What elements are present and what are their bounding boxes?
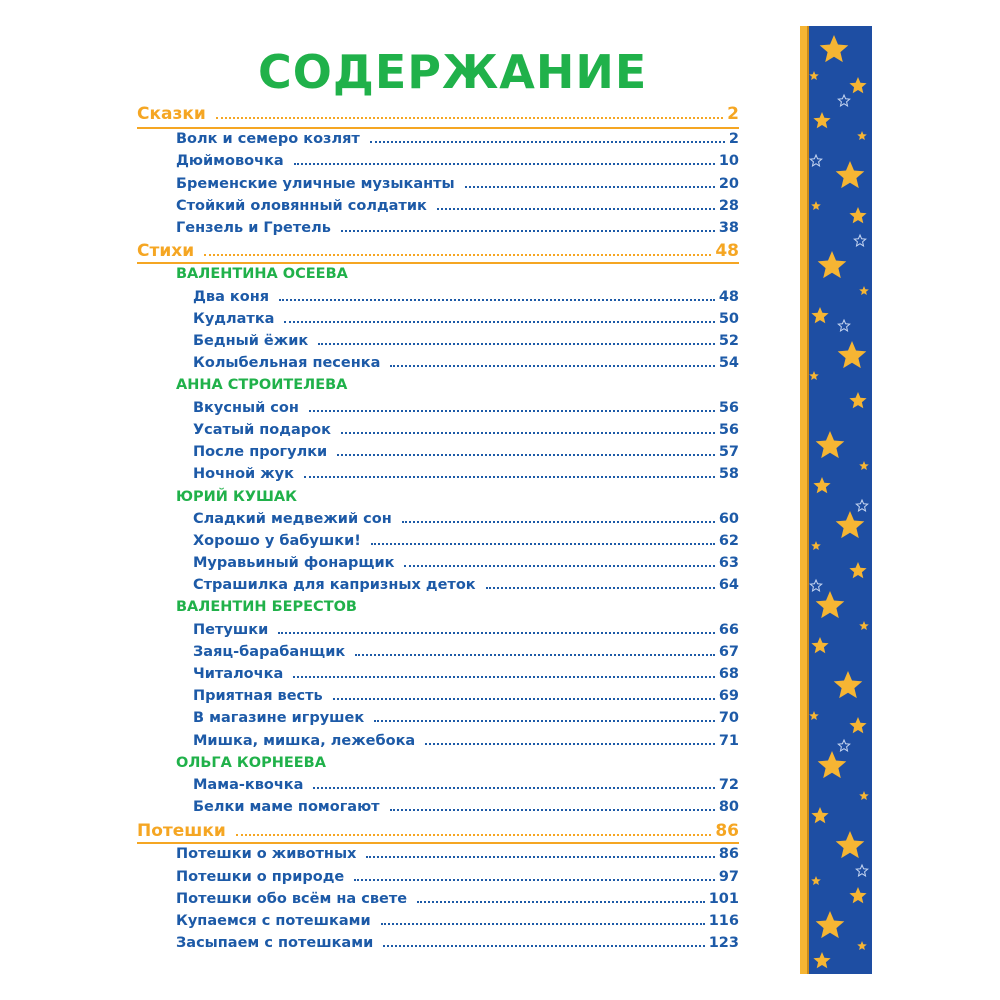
dot-leader [341,230,715,232]
dot-leader [437,208,715,210]
entry-page: 70 [718,710,739,726]
entry-page: 72 [718,777,739,793]
entry-title: Засыпаем с потешками [176,935,374,951]
dot-leader [402,521,715,523]
dot-leader [354,879,715,881]
toc-section-nursery-rhymes[interactable] [137,820,739,842]
entry-page: 116 [708,913,739,929]
author-heading: ВАЛЕНТИНА ОСЕЕВА [176,266,348,282]
entry-page: 68 [718,666,739,682]
section-label: Потешки [137,821,226,841]
entry-page: 63 [718,555,739,571]
entry-page: 28 [718,198,739,214]
entry-title: Заяц-барабанщик [193,644,346,660]
entry-title: Дюймовочка [176,153,284,169]
entry-title: Гензель и Гретель [176,220,331,236]
entry-title: Белки маме помогают [193,799,380,815]
entry-title: Стойкий оловянный солдатик [176,198,427,214]
entry-title: Петушки [193,622,269,638]
toc-entry[interactable] [176,196,739,216]
author-heading: ОЛЬГА КОРНЕЕВА [176,755,326,771]
toc-entry[interactable] [193,442,739,462]
entry-title: Ночной жук [193,466,294,482]
toc-entry[interactable] [193,664,739,684]
entry-title: Потешки о животных [176,846,357,862]
dot-leader [390,365,714,367]
entry-title: Страшилка для капризных деток [193,577,476,593]
entry-page: 20 [718,176,739,192]
entry-title: Хорошо у бабушки! [193,533,361,549]
dot-leader [309,410,715,412]
toc-entry[interactable] [176,844,739,864]
dot-leader [294,163,715,165]
dot-leader [425,743,715,745]
dot-leader [278,632,715,634]
entry-title: Потешки обо всём на свете [176,891,408,907]
entry-title: Усатый подарок [193,422,331,438]
entry-page: 56 [718,422,739,438]
dot-leader [381,923,705,925]
entry-page: 54 [718,355,739,371]
dot-leader [293,676,715,678]
entry-page: 80 [718,799,739,815]
entry-page: 123 [708,935,739,951]
dot-leader [236,834,712,836]
entry-page: 86 [718,846,739,862]
dot-leader [333,698,715,700]
toc-entry[interactable] [193,420,739,440]
toc-entry[interactable] [193,575,739,595]
dot-leader [417,901,705,903]
entry-title: Бременские уличные музыканты [176,176,455,192]
entry-title: Кудлатка [193,311,275,327]
toc-entry[interactable] [193,731,739,751]
dot-leader [204,254,711,256]
author-heading: ЮРИЙ КУШАК [176,489,297,505]
entry-title: В магазине игрушек [193,710,365,726]
toc-entry[interactable] [193,309,739,329]
toc-entry[interactable] [176,174,739,194]
entry-page: 71 [718,733,739,749]
entry-page: 56 [718,400,739,416]
entry-title: После прогулки [193,444,328,460]
toc-entry[interactable] [193,620,739,640]
toc-entry[interactable] [176,933,739,953]
entry-page: 52 [718,333,739,349]
entry-title: Потешки о природе [176,869,345,885]
author-heading: АННА СТРОИТЕЛЕВА [176,377,348,393]
toc-entry[interactable] [193,775,739,795]
entry-page: 10 [718,153,739,169]
entry-title: Муравьиный фонарщик [193,555,395,571]
toc-entry[interactable] [193,509,739,529]
dot-leader [337,454,715,456]
entry-page: 50 [718,311,739,327]
dot-leader [366,856,714,858]
entry-page: 64 [718,577,739,593]
dot-leader [318,343,715,345]
entry-page: 69 [718,688,739,704]
page-title: СОДЕРЖАНИЕ [258,45,648,99]
entry-page: 2 [728,131,739,147]
toc-entry[interactable] [193,797,739,817]
toc-entry[interactable] [193,287,739,307]
dot-leader [465,186,715,188]
entry-page: 60 [718,511,739,527]
toc-entry[interactable] [193,464,739,484]
dot-leader [374,720,715,722]
entry-page: 67 [718,644,739,660]
entry-title: Вкусный сон [193,400,299,416]
toc-entry[interactable] [193,686,739,706]
entry-title: Два коня [193,289,270,305]
star-pattern-icon [800,26,872,974]
toc-entry[interactable] [193,553,739,573]
entry-title: Купаемся с потешками [176,913,371,929]
entry-title: Сладкий медвежий сон [193,511,392,527]
entry-page: 66 [718,622,739,638]
entry-page: 101 [708,891,739,907]
entry-page: 62 [718,533,739,549]
dot-leader [370,141,725,143]
entry-title: Мишка, мишка, лежебока [193,733,416,749]
toc-section-fairy-tales[interactable] [137,103,739,125]
entry-page: 97 [718,869,739,885]
entry-page: 48 [718,289,739,305]
dot-leader [279,299,715,301]
dot-leader [284,321,714,323]
toc-entry[interactable] [176,151,739,171]
dot-leader [486,587,715,589]
dot-leader [371,543,715,545]
toc-entry[interactable] [193,353,739,373]
toc-entry[interactable] [176,889,739,909]
author-heading: ВАЛЕНТИН БЕРЕСТОВ [176,599,357,615]
toc-entry[interactable] [193,642,739,662]
dot-leader [383,945,704,947]
entry-page: 58 [718,466,739,482]
toc-entry[interactable] [193,331,739,351]
dot-leader [404,565,714,567]
toc-section-poems[interactable] [137,240,739,262]
section-page: 86 [715,821,739,841]
dot-leader [216,117,723,119]
dot-leader [390,809,715,811]
entry-title: Колыбельная песенка [193,355,381,371]
toc-entry[interactable] [176,129,739,149]
toc-entry[interactable] [193,398,739,418]
section-page: 48 [715,241,739,261]
entry-title: Волк и семеро козлят [176,131,360,147]
dot-leader [341,432,715,434]
dot-leader [304,476,715,478]
entry-title: Бедный ёжик [193,333,309,349]
entry-page: 38 [718,220,739,236]
toc-entry[interactable] [176,911,739,931]
dot-leader [313,787,714,789]
toc-entry[interactable] [176,867,739,887]
toc-entry[interactable] [193,708,739,728]
section-page: 2 [727,104,739,124]
entry-title: Читалочка [193,666,284,682]
dot-leader [355,654,715,656]
section-label: Стихи [137,241,195,261]
entry-title: Мама-квочка [193,777,304,793]
entry-page: 57 [718,444,739,460]
entry-title: Приятная весть [193,688,323,704]
decorative-star-band [800,26,872,974]
toc-entry[interactable] [193,531,739,551]
toc-entry[interactable] [176,218,739,238]
section-label: Сказки [137,104,206,124]
